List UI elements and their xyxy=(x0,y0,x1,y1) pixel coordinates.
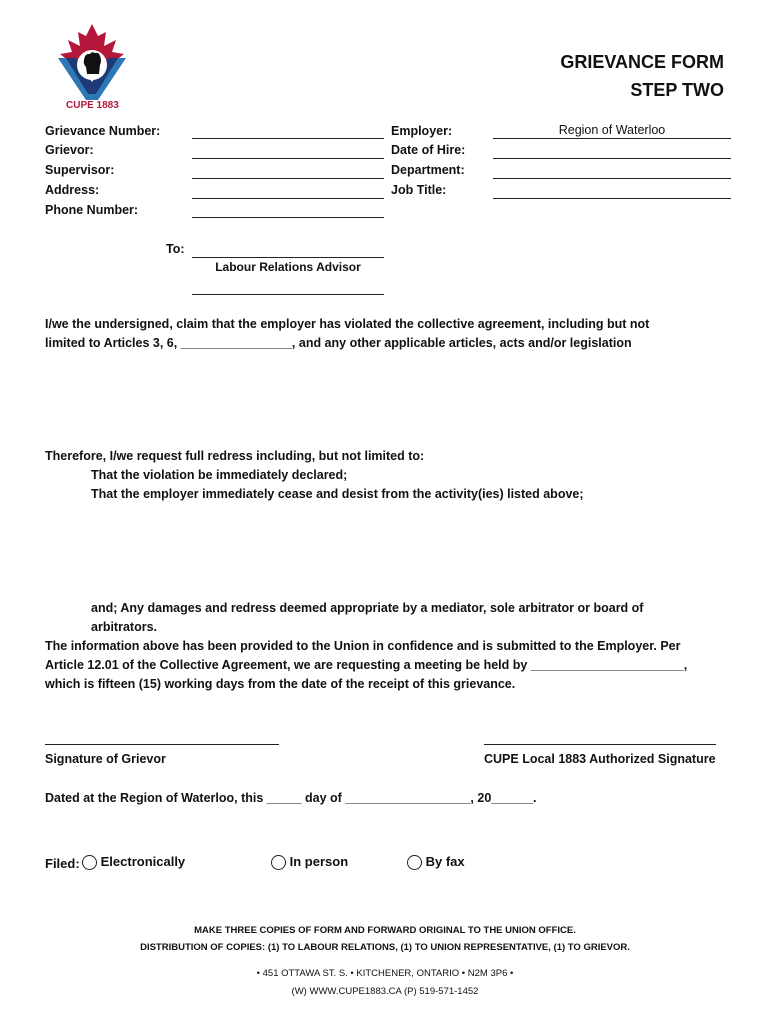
date-of-hire-field[interactable] xyxy=(493,158,731,159)
footer-contact: (W) WWW.CUPE1883.CA (P) 519-571-1452 xyxy=(291,986,479,997)
department-field[interactable] xyxy=(493,178,731,179)
form-title: GRIEVANCE FORM xyxy=(560,52,724,72)
in-person-label: In person xyxy=(289,854,349,869)
phone-number-field[interactable] xyxy=(192,217,384,218)
job-title-label: Job Title: xyxy=(391,183,447,197)
damages-line-1: and; Any damages and redress deemed appropriate by a mediator, sole arbitrator or board of xyxy=(91,601,644,615)
logo-text: CUPE 1883 xyxy=(66,100,119,111)
radio-electronically[interactable] xyxy=(82,855,97,870)
local-signature-label: CUPE Local 1883 Authorized Signature xyxy=(484,752,716,766)
filed-option-by-fax[interactable] xyxy=(407,854,465,870)
employer-field[interactable] xyxy=(493,138,731,139)
info-line-1: The information above has been provided to the Union in confidence and is submitted to the Employer. Per xyxy=(45,639,681,653)
footer-address: • 451 OTTAWA ST. S. • KITCHENER, ONTARIO • N2M 3P6 • xyxy=(256,968,514,979)
footer-copies: MAKE THREE COPIES OF FORM AND FORWARD ORIGINAL TO THE UNION OFFICE. xyxy=(194,925,576,936)
grievance-number-field[interactable] xyxy=(192,138,384,139)
electronically-label: Electronically xyxy=(100,854,186,869)
info-line-2: Article 12.01 of the Collective Agreement, we are requesting a meeting be held by ______________________, xyxy=(45,658,688,672)
to-field[interactable] xyxy=(192,257,384,258)
filed-option-electronically[interactable] xyxy=(82,854,185,870)
employer-value[interactable]: Region of Waterloo xyxy=(558,123,666,137)
grievor-field[interactable] xyxy=(192,158,384,159)
labour-relations-advisor-label: Labour Relations Advisor xyxy=(215,260,361,274)
radio-by-fax[interactable] xyxy=(407,855,422,870)
redress-item-1: That the violation be immediately declared; xyxy=(91,468,348,482)
supervisor-field[interactable] xyxy=(192,178,384,179)
phone-number-label: Phone Number: xyxy=(45,203,139,217)
employer-label: Employer: xyxy=(391,124,453,138)
grievor-signature-label: Signature of Grievor xyxy=(45,752,166,766)
claim-line-2: limited to Articles 3, 6, ________________, and any other applicable articles, acts and/or legislation xyxy=(45,336,632,350)
radio-in-person[interactable] xyxy=(271,855,286,870)
damages-line-2: arbitrators. xyxy=(91,620,157,634)
redress-item-2: That the employer immediately cease and desist from the activity(ies) listed above; xyxy=(91,487,584,501)
address-label: Address: xyxy=(45,183,100,197)
filed-label: Filed: xyxy=(45,856,80,871)
grievance-number-label: Grievance Number: xyxy=(45,124,161,138)
dated-line: Dated at the Region of Waterloo, this _____ day of __________________, 20______. xyxy=(45,791,537,805)
local-signature-field[interactable] xyxy=(484,744,716,745)
date-of-hire-label: Date of Hire: xyxy=(391,143,466,157)
job-title-field[interactable] xyxy=(493,198,731,199)
redress-intro: Therefore, I/we request full redress including, but not limited to: xyxy=(45,449,425,463)
supervisor-label: Supervisor: xyxy=(45,163,115,177)
department-label: Department: xyxy=(391,163,465,177)
address-field[interactable] xyxy=(192,198,384,199)
cupe-logo xyxy=(52,20,132,115)
grievor-signature-field[interactable] xyxy=(45,744,279,745)
by-fax-label: By fax xyxy=(425,854,465,869)
footer-distribution: DISTRIBUTION OF COPIES: (1) TO LABOUR RELATIONS, (1) TO UNION REPRESENTATIVE, (1) TO GRIEVOR. xyxy=(140,942,630,953)
filed-option-in-person[interactable] xyxy=(271,854,348,870)
maple-fist-icon xyxy=(52,20,132,100)
info-line-3: which is fifteen (15) working days from the date of the receipt of this grievance. xyxy=(45,677,516,691)
advisor-name-field[interactable] xyxy=(192,294,384,295)
grievor-label: Grievor: xyxy=(45,143,94,157)
form-subtitle: STEP TWO xyxy=(630,80,724,100)
to-label: To: xyxy=(166,242,185,256)
claim-line-1: I/we the undersigned, claim that the employer has violated the collective agreement, including but not xyxy=(45,317,650,331)
